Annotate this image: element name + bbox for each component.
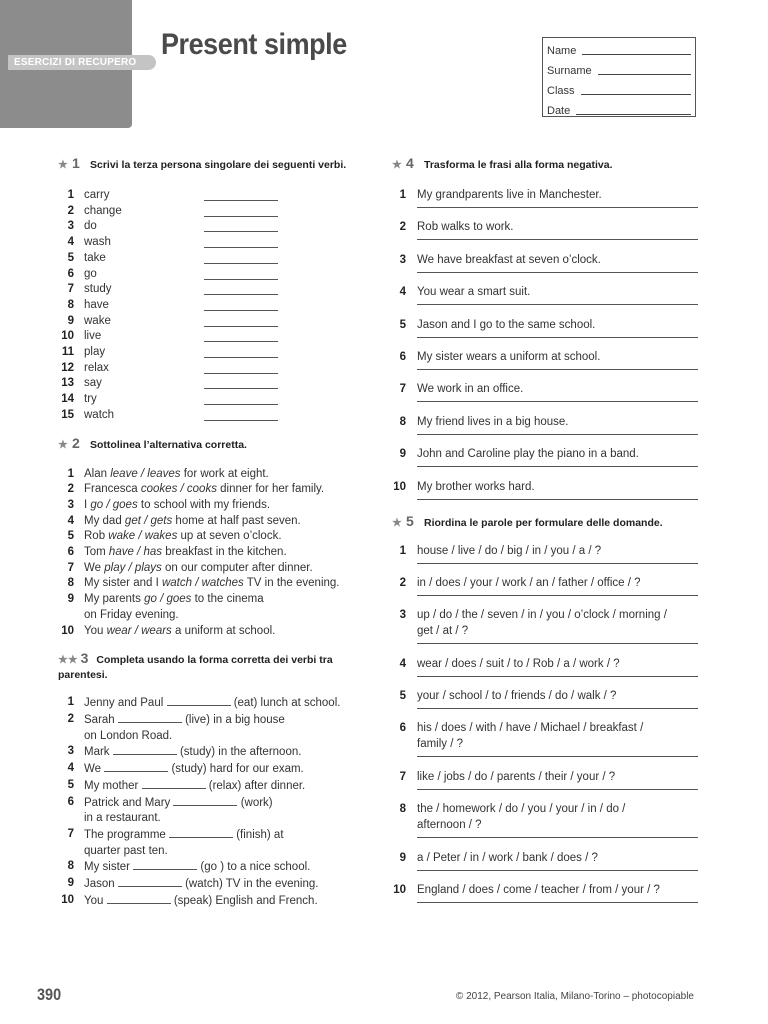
sentence-subject: Jason: [84, 878, 115, 891]
exercise-5-heading: ★ 5 Riordina le parole per formulare delle domande.: [392, 512, 663, 529]
item-number: 2: [399, 221, 406, 234]
answer-line[interactable]: [204, 200, 278, 201]
list-item: [58, 498, 358, 514]
item-number: 1: [67, 696, 74, 709]
item-number: 9: [67, 314, 74, 327]
word-sequence: house / live / do / big / in / you / a / ?: [417, 544, 602, 557]
answer-line[interactable]: [204, 326, 278, 327]
list-item: [58, 314, 358, 330]
item-number: 5: [67, 530, 74, 543]
verb-label: do: [84, 220, 97, 233]
copyright-notice: © 2012, Pearson Italia, Milano-Torino – photocopiable: [455, 991, 694, 1002]
list-item: [392, 414, 698, 435]
list-item: [58, 345, 358, 361]
word-sequence: England / does / come / teacher / from / your / ?: [417, 884, 660, 897]
item-number: 13: [61, 377, 74, 390]
verb-label: carry: [84, 189, 110, 201]
verb-label: play: [84, 346, 106, 359]
list-item: [392, 446, 698, 467]
answer-line[interactable]: [417, 304, 698, 305]
alternative-choice[interactable]: watch / watches: [161, 577, 244, 590]
answer-line[interactable]: [204, 373, 278, 374]
item-number: 12: [61, 361, 74, 374]
list-item: [392, 284, 698, 305]
item-number: 4: [67, 514, 74, 527]
list-item: [392, 543, 698, 564]
difficulty-star-icon: ★★: [58, 654, 78, 667]
answer-line[interactable]: [417, 902, 698, 903]
sentence-rest: (eat) lunch at school.: [233, 697, 341, 710]
sentence-continuation: on Friday evening.: [84, 608, 179, 621]
item-number: 8: [67, 860, 74, 873]
sentence-end: to school with my friends.: [137, 498, 271, 511]
list-item: [392, 219, 698, 240]
alternative-choice[interactable]: wake / wakes: [108, 530, 178, 543]
answer-line[interactable]: [204, 279, 278, 280]
item-number: 2: [399, 576, 406, 589]
item-number: 1: [399, 544, 406, 557]
sentence: Rob walks to work.: [417, 221, 514, 234]
list-item: [58, 624, 358, 640]
sentence: My grandparents live in Manchester.: [417, 189, 602, 201]
answer-line[interactable]: [204, 420, 278, 421]
sentence-end: home at half past seven.: [172, 514, 301, 527]
answer-line[interactable]: [204, 231, 278, 232]
list-item: [58, 467, 358, 483]
exercise-3-list: [58, 695, 358, 909]
list-item: [392, 720, 698, 757]
difficulty-star-icon: ★: [58, 438, 68, 451]
sentence-end: TV in the evening.: [243, 577, 340, 590]
word-sequence: in / does / your / work / an / father / office / ?: [417, 576, 641, 589]
item-number: 6: [67, 546, 74, 559]
sentence-end: for work at eight.: [180, 467, 269, 480]
sentence-rest: (study) in the afternoon.: [179, 746, 302, 759]
sentence: We work in an office.: [417, 383, 524, 396]
sentence-subject: Jenny and Paul: [84, 697, 164, 710]
answer-line[interactable]: [417, 434, 698, 435]
item-number: 10: [393, 480, 406, 493]
answer-line[interactable]: [417, 401, 698, 402]
verb-label: wake: [84, 314, 111, 327]
list-item: [58, 408, 358, 424]
sentence-subject: Patrick and Mary: [84, 796, 171, 809]
verb-label: watch: [84, 408, 115, 421]
list-item: [58, 251, 358, 267]
sentence-rest: (finish) at: [236, 828, 284, 841]
list-item: [58, 561, 358, 577]
item-number: 1: [67, 189, 74, 201]
sentence-rest: (go ) to a nice school.: [200, 861, 311, 874]
sentence-start: I: [84, 498, 91, 511]
alternative-choice[interactable]: get / gets: [124, 514, 173, 527]
sentence: My sister wears a uniform at school.: [417, 350, 601, 363]
item-number: 4: [67, 236, 74, 249]
answer-line[interactable]: [417, 643, 698, 644]
blank-line[interactable]: [118, 712, 182, 723]
list-item: [58, 204, 358, 220]
item-number: 10: [61, 330, 74, 343]
answer-line[interactable]: [417, 369, 698, 370]
verb-label: go: [84, 267, 97, 280]
sentence-rest: (relax) after dinner.: [208, 779, 306, 792]
item-number: 1: [399, 189, 406, 201]
exercise-4-list: [392, 187, 698, 500]
answer-line[interactable]: [417, 789, 698, 790]
sentence-end: to the cinema: [191, 593, 264, 606]
sentence-rest: (speak) English and French.: [173, 894, 318, 907]
exercise-4-heading: ★ 4 Trasforma le frasi alla forma negativa.: [392, 155, 613, 171]
verb-label: study: [84, 283, 112, 296]
difficulty-star-icon: ★: [392, 159, 402, 171]
list-item: [58, 695, 358, 712]
list-item: [392, 656, 698, 677]
answer-line[interactable]: [417, 499, 698, 500]
list-item: [58, 219, 358, 235]
sentence-rest: (watch) TV in the evening.: [185, 878, 319, 891]
list-item: [58, 592, 358, 623]
blank-line[interactable]: [118, 876, 182, 887]
item-number: 14: [61, 393, 74, 406]
item-number: 10: [393, 884, 406, 897]
list-item: [58, 482, 358, 498]
sentence-end: dinner for her family.: [216, 483, 325, 496]
answer-line[interactable]: [204, 263, 278, 264]
item-number: 5: [67, 778, 74, 791]
sentence-subject: You: [84, 894, 104, 907]
verb-label: relax: [84, 361, 109, 374]
sentence-end: a uniform at school.: [171, 624, 276, 637]
answer-line[interactable]: [204, 341, 278, 342]
sentence-subject: My mother: [84, 779, 139, 792]
item-number: 9: [67, 877, 74, 890]
item-number: 11: [61, 346, 74, 359]
verb-label: try: [84, 393, 97, 406]
answer-line[interactable]: [204, 294, 278, 295]
list-item: [392, 850, 698, 871]
sentence-start: My parents: [84, 593, 145, 606]
sentence: My friend lives in a big house.: [417, 415, 569, 428]
answer-line[interactable]: [417, 337, 698, 338]
list-item: [392, 607, 698, 644]
sentence-subject: Sarah: [84, 713, 115, 726]
section-tab: ESERCIZI DI RECUPERO: [8, 55, 156, 70]
answer-line[interactable]: [417, 837, 698, 838]
blank-line[interactable]: [107, 893, 171, 904]
sentence-start: We: [84, 561, 105, 574]
sentence: Jason and I go to the same school.: [417, 318, 596, 331]
item-number: 7: [399, 383, 406, 396]
list-item: [58, 859, 358, 876]
blank-line[interactable]: [133, 859, 197, 870]
exercise-1-heading: ★ 1 Scrivi la terza persona singolare dei seguenti verbi.: [58, 155, 347, 171]
name-field: Name: [547, 40, 691, 60]
item-number: 15: [61, 408, 74, 421]
item-number: 1: [67, 467, 74, 480]
page-number: 390: [37, 985, 62, 1004]
blank-line[interactable]: [173, 795, 237, 806]
list-item: [58, 712, 358, 744]
list-item: [58, 235, 358, 251]
verb-label: live: [84, 330, 102, 343]
list-item: [392, 575, 698, 596]
sentence-end: on our computer after dinner.: [161, 561, 313, 574]
list-item: [392, 801, 698, 838]
answer-line[interactable]: [417, 595, 698, 596]
alternative-choice[interactable]: cookes / cooks: [140, 483, 217, 496]
item-number: 7: [67, 561, 74, 574]
exercise-2-heading: ★ 2 Sottolinea l’alternativa corretta.: [58, 434, 247, 451]
word-sequence: up / do / the / seven / in / you / o’clock / morning /: [417, 609, 667, 622]
word-sequence: his / does / with / have / Michael / breakfast /: [417, 722, 644, 735]
item-number: 6: [67, 267, 74, 280]
exercise-5-list: [392, 543, 698, 904]
list-item: [58, 893, 358, 910]
sentence-start: Francesca: [84, 483, 141, 496]
left-column: [58, 155, 358, 909]
verb-label: wash: [84, 236, 111, 249]
sentence-subject: Mark: [84, 746, 110, 759]
list-item: [58, 576, 358, 592]
answer-line[interactable]: [417, 708, 698, 709]
surname-field: Surname: [547, 60, 691, 80]
verb-label: take: [84, 251, 106, 264]
word-sequence: afternoon / ?: [417, 819, 482, 832]
answer-line[interactable]: [417, 207, 698, 208]
list-item: [392, 882, 698, 903]
list-item: [58, 188, 358, 204]
blank-line[interactable]: [167, 695, 231, 706]
sentence: My brother works hard.: [417, 480, 535, 493]
list-item: [58, 529, 358, 545]
blank-line[interactable]: [104, 761, 168, 772]
sentence-continuation: in a restaurant.: [84, 812, 161, 825]
sentence-rest: (work): [240, 796, 273, 809]
item-number: 2: [67, 712, 74, 725]
list-item: [392, 252, 698, 273]
item-number: 9: [67, 593, 74, 606]
item-number: 4: [399, 286, 406, 299]
answer-line[interactable]: [417, 870, 698, 871]
answer-line[interactable]: [417, 466, 698, 467]
list-item: [58, 282, 358, 298]
list-item: [392, 688, 698, 709]
item-number: 5: [399, 690, 406, 703]
item-number: 3: [67, 498, 74, 511]
list-item: [58, 376, 358, 392]
list-item: [58, 298, 358, 314]
sentence-start: Alan: [84, 467, 111, 480]
list-item: [58, 744, 358, 761]
word-sequence: a / Peter / in / work / bank / does / ?: [417, 851, 598, 864]
sentence-start: Tom: [84, 546, 109, 559]
verb-label: say: [84, 377, 102, 390]
sentence-rest: (live) in a big house: [185, 713, 285, 726]
difficulty-star-icon: ★: [58, 159, 68, 171]
list-item: [392, 187, 698, 208]
sentence-continuation: quarter past ten.: [84, 844, 168, 857]
item-number: 8: [399, 803, 406, 816]
item-number: 8: [67, 298, 74, 311]
answer-line[interactable]: [204, 247, 278, 248]
answer-line[interactable]: [417, 676, 698, 677]
answer-line[interactable]: [417, 756, 698, 757]
sentence-subject: The programme: [84, 828, 166, 841]
sentence: You wear a smart suit.: [417, 286, 531, 299]
item-number: 9: [399, 448, 406, 461]
sentence-start: My sister and I: [84, 577, 162, 590]
blank-line[interactable]: [169, 827, 233, 838]
list-item: [58, 361, 358, 377]
list-item: [58, 514, 358, 530]
answer-line[interactable]: [204, 388, 278, 389]
item-number: 10: [61, 893, 74, 906]
list-item: [392, 479, 698, 500]
right-column: [392, 155, 698, 914]
sentence-end: up at seven o’clock.: [177, 530, 282, 543]
list-item: [58, 761, 358, 778]
alternative-choice[interactable]: play / plays: [104, 561, 162, 574]
item-number: 2: [67, 204, 74, 217]
sentence-subject: We: [84, 763, 102, 776]
answer-line[interactable]: [204, 310, 278, 311]
item-number: 4: [67, 762, 74, 775]
item-number: 6: [399, 350, 406, 363]
exercise-2-list: [58, 467, 358, 640]
date-field: Date: [547, 100, 691, 120]
alternative-choice[interactable]: leave / leaves: [110, 467, 181, 480]
item-number: 6: [399, 722, 406, 735]
item-number: 3: [399, 609, 406, 622]
item-number: 8: [399, 415, 406, 428]
sentence-start: Rob: [84, 530, 109, 543]
sentence-start: My dad: [84, 514, 125, 527]
item-number: 2: [67, 483, 74, 496]
word-sequence: family / ?: [417, 738, 464, 751]
answer-line[interactable]: [204, 404, 278, 405]
item-number: 10: [61, 624, 74, 637]
item-number: 6: [67, 795, 74, 808]
sentence: We have breakfast at seven o’clock.: [417, 253, 601, 266]
list-item: [58, 827, 358, 859]
list-item: [392, 349, 698, 370]
alternative-choice[interactable]: have / has: [108, 546, 162, 559]
list-item: [58, 795, 358, 827]
item-number: 7: [67, 827, 74, 840]
answer-line[interactable]: [417, 272, 698, 273]
list-item: [58, 267, 358, 283]
verb-label: change: [84, 204, 122, 217]
answer-line[interactable]: [204, 357, 278, 358]
item-number: 5: [67, 251, 74, 264]
verb-label: have: [84, 298, 109, 311]
item-number: 3: [399, 253, 406, 266]
list-item: [58, 545, 358, 561]
list-item: [58, 392, 358, 408]
item-number: 4: [399, 657, 406, 670]
sentence-continuation: on London Road.: [84, 729, 173, 742]
word-sequence: get / at / ?: [417, 625, 469, 638]
list-item: [58, 329, 358, 345]
answer-line[interactable]: [417, 563, 698, 564]
answer-line[interactable]: [204, 216, 278, 217]
blank-line[interactable]: [142, 778, 206, 789]
item-number: 7: [67, 283, 74, 296]
item-number: 8: [67, 577, 74, 590]
difficulty-star-icon: ★: [392, 516, 402, 529]
alternative-choice[interactable]: wear / wears: [106, 624, 172, 637]
word-sequence: your / school / to / friends / do / walk / ?: [417, 690, 617, 703]
alternative-choice[interactable]: go / goes: [90, 498, 138, 511]
answer-line[interactable]: [417, 239, 698, 240]
alternative-choice[interactable]: go / goes: [144, 593, 192, 606]
sentence: John and Caroline play the piano in a band.: [417, 448, 639, 461]
exercise-1-list: [58, 188, 358, 424]
item-number: 9: [399, 851, 406, 864]
word-sequence: like / jobs / do / parents / their / your / ?: [417, 770, 616, 783]
exercise-3-heading: ★★ 3 Completa usando la forma corretta dei verbi tra parentesi.: [58, 650, 333, 682]
sentence-start: You: [84, 624, 107, 637]
page-title: Present simple: [161, 28, 347, 61]
class-field: Class: [547, 80, 691, 100]
word-sequence: the / homework / do / you / your / in / do /: [417, 803, 626, 816]
item-number: 3: [67, 220, 74, 233]
blank-line[interactable]: [113, 744, 177, 755]
list-item: [392, 381, 698, 402]
word-sequence: wear / does / suit / to / Rob / a / work / ?: [417, 657, 620, 670]
item-number: 3: [67, 745, 74, 758]
item-number: 5: [399, 318, 406, 331]
list-item: [392, 769, 698, 790]
sentence-subject: My sister: [84, 861, 130, 874]
list-item: [58, 778, 358, 795]
student-info-box: [542, 37, 696, 117]
sentence-end: breakfast in the kitchen.: [162, 546, 287, 559]
item-number: 7: [399, 770, 406, 783]
list-item: [58, 876, 358, 893]
sentence-rest: (study) hard for our exam.: [171, 763, 304, 776]
list-item: [392, 317, 698, 338]
